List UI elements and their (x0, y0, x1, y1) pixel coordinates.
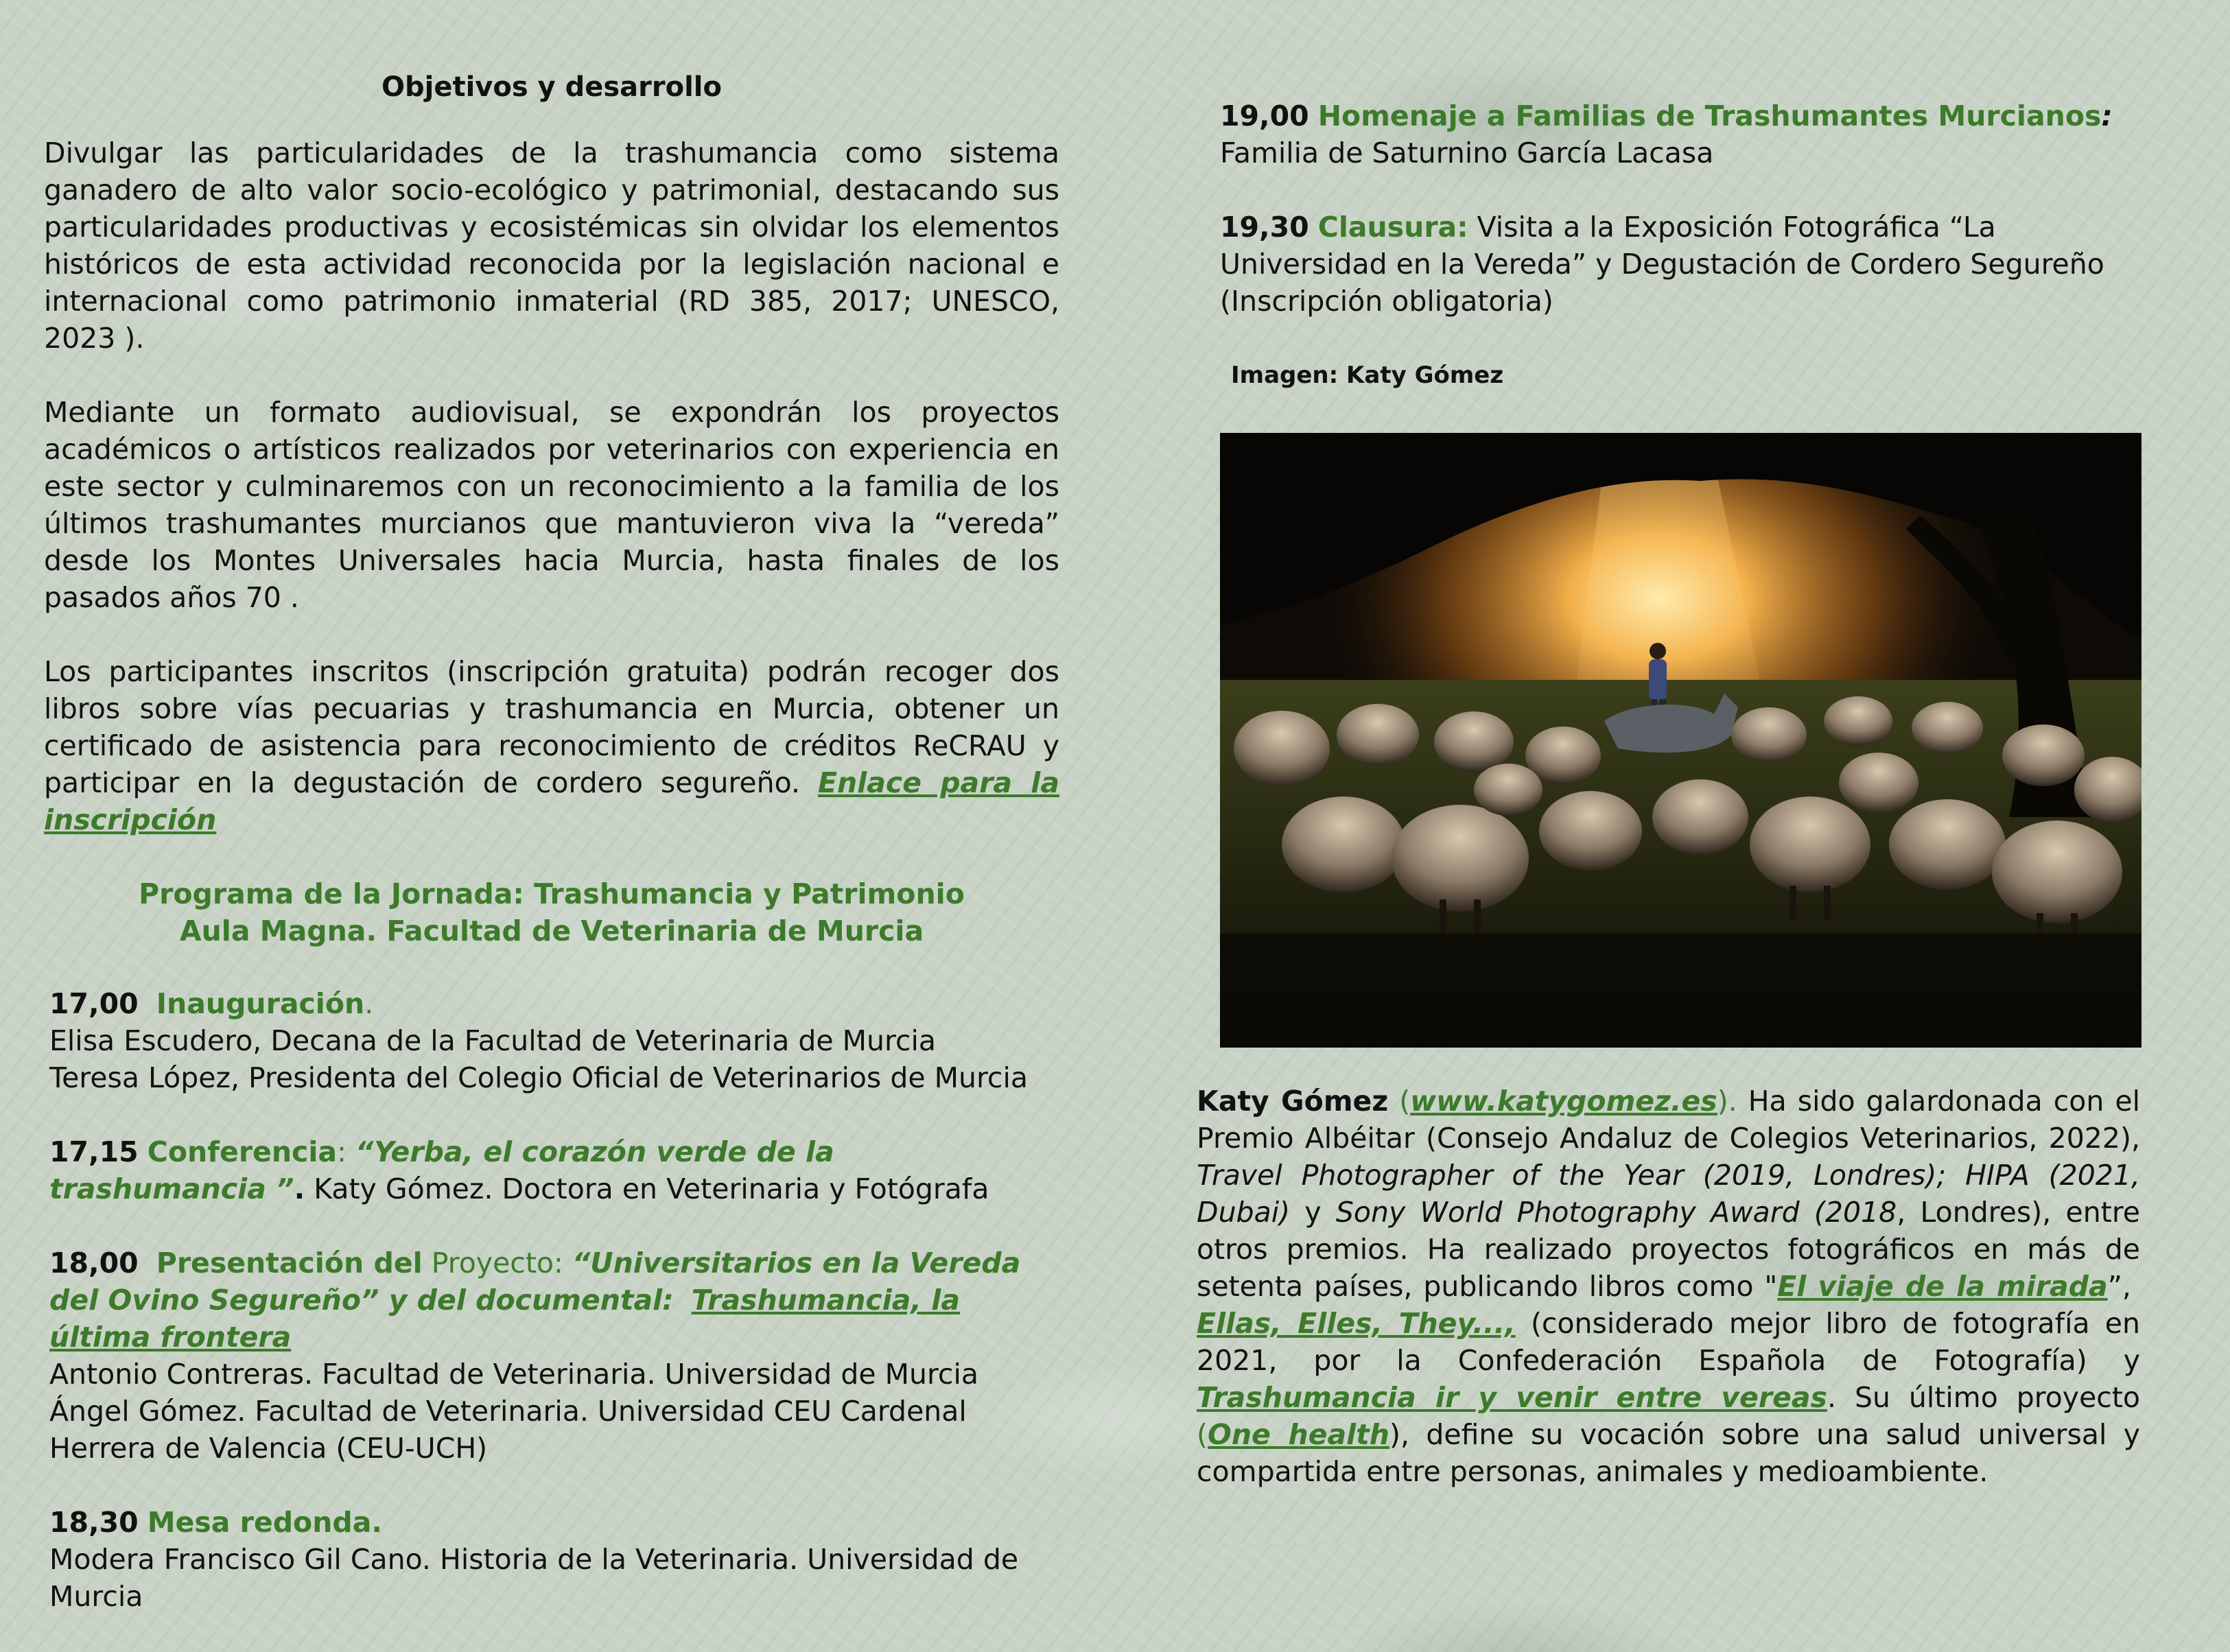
bio-text-6: (considerado mejor libro de fotografía en 2021, por la Confederación Española de Fotografía) y (1197, 1307, 2140, 1377)
bio-text-7: . Su último proyecto (1827, 1381, 2140, 1414)
bio-award-sony: Sony World Photography Award (2018 (1335, 1196, 1897, 1229)
registration-link[interactable]: Enlace para la inscripción (44, 766, 1059, 836)
objectives-paragraph-2: Mediante un formato audiovisual, se expondrán los proyectos académicos o artísticos realizados por veterinarios con experiencia en este sector y culminaremos con un reconocimiento a la familia de los últimos trashumantes murcianos que mantuvieron viva la “vereda” desde los Montes Universales hacia Murcia, hasta finales de los pasados años 70 . (44, 396, 1059, 614)
time-label: 19,30 (1220, 211, 1309, 244)
objectives-paragraph-1: Divulgar las particularidades de la trashumancia como sistema ganadero de alto valor socio-ecológico y patrimonial, destacando sus particularidades productivas y ecosistémicas sin olvidar los elementos históricos de esta actividad reconocida por la legislación nacional e internacional como patrimonio inmaterial (RD 385, 2017; UNESCO, 2023 ). (44, 137, 1059, 355)
speaker-line: Antonio Contreras. Facultad de Veterinaria. Universidad de Murcia (49, 1358, 978, 1391)
time-label: 17,15 (49, 1135, 139, 1168)
session-label: Conferencia (147, 1135, 338, 1168)
program-title: Programa de la Jornada: Trashumancia y Patrimonio (139, 877, 965, 910)
time-label: 18,00 (49, 1247, 139, 1279)
speaker-line: Elisa Escudero, Decana de la Facultad de Veterinaria de Murcia (49, 1024, 937, 1057)
talk-title: “Yerba, el corazón verde de la trashumancia ” (49, 1135, 834, 1205)
program-heading (44, 875, 1059, 949)
objectives-paragraph-3 (44, 653, 1059, 838)
program-item-tribute: 19,00 Homenaje a Familias de Trashumantes Murcianos: Familia de Saturnino García Lacasa (1220, 97, 2139, 172)
bio-text-3: y (1304, 1196, 1322, 1229)
program-item-closing (1220, 209, 2139, 320)
shepherd-flock-photo (1220, 433, 2141, 1048)
registration-text: Los participantes inscritos (inscripción gratuita) podrán recoger dos libros sobre vías pecuarias y trashumancia en Murcia, obtener un certificado de asistencia para reconocimiento de créditos ReCRAU y participar en la degustación de cordero segureño. (44, 655, 1059, 799)
time-label: 19,00 (1220, 99, 1309, 132)
session-title: Mesa redonda. (147, 1506, 383, 1539)
image-credit: Imagen: Katy Gómez (1231, 362, 1504, 389)
project-title: “Universitarios en la Vereda del Ovino Segureño” y del documental: (49, 1247, 1021, 1317)
speaker-line: Familia de Saturnino García Lacasa (1220, 137, 1714, 169)
right-column (1220, 97, 2139, 416)
speaker-line: Ángel Gómez. Facultad de Veterinaria. Universidad CEU Cardenal Herrera de Valencia (CEU-UCH) (49, 1395, 967, 1465)
speaker-line: Modera Francisco Gil Cano. Historia de la Veterinaria. Universidad de Murcia (49, 1543, 1019, 1613)
bio-text-5: , Londres), entre otros premios. Ha realizado proyectos fotográficos en más de setenta países, publicando libros como " (1197, 1196, 2140, 1303)
session-title: Homenaje a Familias de Trashumantes Murcianos (1317, 99, 2102, 132)
bio-name: Katy Gómez (1197, 1085, 1389, 1118)
project-link-one-health[interactable]: One health (1208, 1418, 1389, 1451)
bio-text-1: Ha sido galardonada con el Premio Albéitar (Consejo Andaluz de Colegios Veterinarios, 2022), (1197, 1085, 2140, 1155)
documentary-link[interactable]: Trashumancia, la última frontera (49, 1284, 960, 1354)
left-column (44, 69, 1059, 1652)
bio-award-travel: Travel Photographer of the Year (2019, Londres); HIPA (2021, Dubai) (1197, 1159, 2140, 1229)
session-label-project: Proyecto (431, 1247, 554, 1279)
bio-text-8: ), define su vocación sobre una salud universal y compartida entre personas, animales y medioambiente. (1197, 1418, 2140, 1488)
time-label: 17,00 (49, 987, 139, 1020)
speaker-line: Katy Gómez. Doctora en Veterinaria y Fotógrafa (314, 1172, 989, 1205)
session-title: Clausura: (1317, 211, 1468, 244)
program-item-inauguration: 17,00 Inauguración. Elisa Escudero, Decana de la Facultad de Veterinaria de Murcia Teresa López, Presidenta del Colegio Oficial de Veterinarios de Murcia (44, 985, 1059, 1096)
program-item-project: 18,00 Presentación del Proyecto: “Universitarios en la Vereda del Ovino Segureño” y del documental: Trashumancia, la última frontera Antonio Contreras. Facultad de Veterinaria. Universidad de Murcia Ángel Gómez. Facultad de Veterinaria. Universidad CEU Cardenal Herrera de Valencia (CEU-UCH) (44, 1244, 1059, 1467)
objectives-heading: Objetivos y desarrollo (382, 71, 722, 103)
book-link-ellas[interactable]: Ellas, Elles, They..., (1197, 1307, 1516, 1340)
session-title: Inauguración (156, 987, 365, 1020)
photographer-bio: Katy Gómez (www.katygomez.es). Ha sido galardonada con el Premio Albéitar (Consejo Andaluz de Colegios Veterinarios, 2022), Travel Photographer of the Year (2019, Londres); HIPA (2021, Dubai) y Sony World Photography Award (2018, Londres), entre otros premios. Ha realizado proyectos fotográficos en más de setenta países, publicando libros como "El viaje de la mirada”, Ellas, Elles, They..., (considerado mejor libro de fotografía en 2021, por la Confederación Española de Fotografía) y Trashumancia ir y venir entre vereas. Su último proyecto (One health), define su vocación sobre una salud universal y compartida entre personas, animales y medioambiente. (1197, 1085, 2140, 1488)
program-venue: Aula Magna. Facultad de Veterinaria de Murcia (179, 914, 924, 947)
program-item-conference: 17,15 Conferencia: “Yerba, el corazón verde de la trashumancia ”. Katy Gómez. Doctora en Veterinaria y Fotógrafa (49, 1135, 989, 1205)
program-item-roundtable (44, 1504, 1059, 1615)
session-label: Presentación del (156, 1247, 423, 1279)
website-link[interactable]: www.katygomez.es (1410, 1085, 1717, 1118)
time-label: 18,30 (49, 1506, 139, 1539)
closing-text: Visita a la Exposición Fotográfica “La Universidad en la Vereda” y Degustación de Cordero Segureño (Inscripción obligatoria) (1220, 211, 2104, 318)
book-link-viaje[interactable]: El viaje de la mirada (1777, 1270, 2108, 1303)
book-link-trashumancia[interactable]: Trashumancia ir y venir entre vereas (1197, 1381, 1827, 1414)
speaker-line: Teresa López, Presidenta del Colegio Oficial de Veterinarios de Murcia (49, 1061, 1028, 1094)
